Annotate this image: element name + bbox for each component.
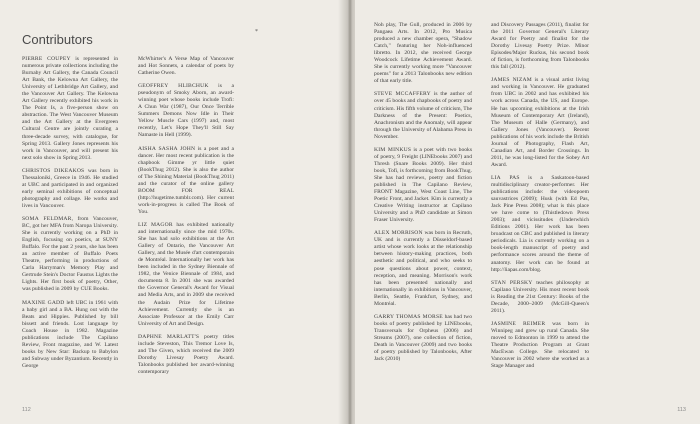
contributor-name: LIA PAS — [491, 174, 520, 181]
left-page-column-1 — [22, 56, 118, 376]
contributor-entry — [374, 22, 472, 85]
contributor-entry — [374, 314, 472, 363]
right-page-column-1 — [374, 22, 472, 369]
contributor-name: ALEX MORRISON — [374, 230, 423, 237]
contributor-bio: teaches philosophy at Capilano University. His most recent book is Reading the 21st Century: Books of the Decade, 2000–2009 (McGill-Queen's 2011). — [491, 279, 589, 314]
page-title: Contributors — [22, 32, 93, 47]
contributor-entry — [491, 280, 589, 315]
contributor-entry — [491, 175, 589, 274]
contributor-bio: was born in Thessaloniki, Greece in 1946. He studied at UBC and participated in and organized early seminal exhibitions of conceptual photography and collage. He works and lives in Vancouver. — [22, 167, 118, 209]
contributor-entry — [138, 222, 234, 328]
contributor-name: MAXINE GADD — [22, 299, 65, 306]
right-page — [355, 0, 700, 424]
contributor-entry — [491, 77, 589, 169]
contributor-entry — [22, 56, 118, 162]
contributor-name: PIERRE COUPEY — [22, 56, 71, 62]
contributor-bio: is a poet with two books of poetry, 9 Freight (LINEbooks 2007) and Thresh (Snare Books 2009). Her third book, Tofi, is forthcoming from BookThug. She has had reviews, poetry and fiction published in The Capilano Review, FRONT Magazine, West Coast Line, The Poetic Front, and Jacket. Kim is currently a Creative Writing instructor at Capilano University and a PhD candidate at Simon Fraser University. — [374, 146, 473, 224]
left-page-column-2 — [138, 56, 234, 382]
contributor-name: LIZ MAGOR — [138, 221, 173, 228]
contributor-bio: Noh play, The Gull, produced in 2006 by Pangaea Arts. In 2012, Pro Musica produced a new chamber opera, "Shadow Catch," featuring her Noh-influenced libretto. In 2012, she received George Woodcock Lifetime Achievement Award. She is currently working more "Vancouver poems" for a 2013 Talonbooks new edition of that early title. — [374, 22, 472, 85]
contributor-bio: is a visual artist living and working in Vancouver. He graduated from UBC in 2002 and has exhibited his work across Canada, the US, and Europe. He has upcoming exhibitions at the Irish Museum of Contemporary Art (Ireland), The Museum of Halle (Germany), and Gallery Jones (Vancouver). Recent publications of his work include the British Journal of Photography, Flash Art, Canadian Art, and Border Crossings. In 2011, he was long-listed for the Sobey Art Award. — [491, 77, 589, 168]
contributor-entry — [374, 91, 472, 140]
contributor-name: STAN PERSKY — [491, 279, 533, 286]
left-page — [0, 0, 345, 424]
contributor-entry — [138, 83, 234, 139]
contributor-bio: McWhirter's A Verse Map of Vancouver and Hot Sonnets, a calendar of poets by Catherine Owen. — [138, 56, 234, 77]
contributor-name: GEOFFREY HLIBCHUK — [138, 83, 209, 90]
contributor-entry — [491, 321, 589, 370]
contributor-entry — [138, 334, 234, 376]
page-number-left: 112 — [22, 407, 31, 413]
contributor-entry — [374, 230, 472, 308]
contributor-name: JAMES NIZAM — [491, 77, 532, 84]
contributor-name: DAPHNE MARLATT'S — [138, 333, 200, 340]
contributor-bio: is represented in numerous private collections including the Burnaby Art Gallery, the Canada Council Art Bank, the Kelowna Art Gallery, the University of Lethbridge Art Gallery, and the Vancouver Art Gallery. The Kelowna Art Gallery recently exhibited his work in The Point Is, a five-person show on abstraction. The West Vancouver Museum and the Art Gallery at the Evergreen Cultural Centre are jointly curating a three-decade survey, with catalogue, for Spring 2013. Gallery Jones represents his work in Vancouver, and will present his next solo show in Spring 2013. — [22, 56, 118, 161]
contributor-bio: was born in Winnipeg and grew up rural Canada. She moved to Edmonton in 1999 to attend the Theatre Production Program at Grant MacEwan College. She relocated to Vancouver in 2002 where she worked as a Stage Manager and — [491, 320, 590, 370]
contributor-name: SOMA FELDMAR — [22, 215, 72, 222]
contributor-entry — [491, 22, 589, 71]
contributor-entry — [22, 216, 118, 294]
right-page-column-2 — [491, 22, 589, 376]
contributor-bio: is the author of over 45 books and chapbooks of poetry and criticism. His fifth volume of criticism, The Darkness of the Present: Poetics, Anachronism and the Anomaly, will appear through the University of Alabama Press in November. — [374, 91, 472, 140]
contributor-name: KIM MINKUS — [374, 146, 412, 153]
contributor-entry — [138, 56, 234, 77]
contributor-bio: left UBC in 1961 with a baby girl and a BA. Hung out with the Beats and Hippies. Published by bill bissett and friends. Lost language by Coach House in 1982. Magazine publications include The Capilano Review, Front magazine, and W. Latest books by New Star: Backup to Babylon and Subway under Byzantium. Recently in George — [22, 299, 119, 369]
contributor-bio: is a Saskatoon-based multidisciplinary creator-performer. Her publications include: the videopoem sauvastrices (2009); Husk (with Ed Pas, Jack Pine Press 2008); what is this place we have come to (Thistledown Press 2003); and vicissitudes (Underwhich Editions 2001). Her work has been broadcast on CBC and published in literary periodicals. Lia is currently working on a book-length manuscript of poetry and performance scores around the theme of anatomy. Her work can be found at http://liapas.com/blog. — [491, 174, 589, 273]
contributor-bio: , from Vancouver, BC, got her MFA from Naropa University. She is currently working on a PhD in English, focusing on poetics, at SUNY Buffalo. For the past 2 years, she has been an active member of Buffalo Poets Theatre, performing in productions of Carla Harryman's Memory Play and Gertrude Stein's Doctor Faustus Lights the Lights. Her first book of poetry, Other, was published in 2009 by CUE Books. — [22, 215, 119, 293]
contributor-bio: is a pseudonym of Smoky Aborn, an award-winning poet whose books include Trofi: A Chun War (1987), Our Once Terrible Summers Demons Now Idle in Their Yellow Muscle Cars (1997) and, most recently, Let's Hope They'll Still Say Namaste in Hell (1999). — [138, 83, 234, 139]
contributor-name: CHRISTOS DIKEAKOS — [22, 167, 85, 174]
contributor-entry — [22, 300, 118, 370]
contributor-name: GARRY THOMAS MORSE — [374, 313, 443, 320]
contributor-bio: has exhibited nationally and internationally since the mid 1970s. She has had solo exhibitions at the Art Gallery of Ontario, the Vancouver Art Gallery, and the Musée d'art contemporain de Montréal. Internationally her work has been included in the Sydney Biennale of 1982, the Venice Biennale of 1984, and documenta 8. In 2001 she was awarded the Governor General's Award for Visual and Media Arts, and in 2009 she received the Audain Prize for Lifetime Achievement. Currently she is an Associate Professor at the Emily Carr University of Art and Design. — [138, 221, 234, 327]
page-mark: * — [255, 29, 258, 35]
contributor-entry — [138, 146, 234, 216]
contributor-bio: and Discovery Passages (2011), finalist for the 2011 Governor General's Literary Award for Poetry and finalist for the Dorothy Livesay Poetry Prize. Minor Episodes/Major Ruckus, his second book of fiction, is forthcoming from Talonbooks this fall (2012). — [491, 22, 589, 71]
contributor-bio: is a poet and a dancer. Her most recent publication is the chapbook Gimme yr little quiet (BookThug 2012). She is also the author of The Shining Material (BookThug 2011) and the curator of the online gallery BOOM FOR REAL (http://hugetime.tumblr.com). Her current work-in-progress is called The Book of You. — [138, 145, 234, 215]
contributor-name: JASMINE REIMER — [491, 320, 546, 327]
contributor-name: STEVE MCCAFFERY — [374, 91, 431, 98]
contributor-entry — [374, 147, 472, 225]
page-number-right: 113 — [677, 407, 686, 413]
contributor-name: AISHA SASHA JOHN — [138, 145, 196, 152]
contributor-entry — [22, 168, 118, 210]
contributor-bio: has had two books of poetry published by LINEbooks, Transversals for Orpheus (2006) and Streams (2007), one collection of fiction, Death in Vancouver (2009) and two books of poetry published by Talonbooks, After Jack (2010) — [374, 313, 472, 363]
contributor-bio: poetry titles include Steveston, This Tremor Love Is, and The Given, which received the 2009 Dorothy Livesay Poetry Award. Talonbooks published her award-winning contemporary — [138, 333, 234, 375]
contributor-bio: was born in Recruth, UK and is currently a Düsseldorf-based artist whose work looks at the relationship between history-making practices, both aesthetic and political, and who seeks to pose questions about power, context, reception, and meaning. Morrison's work has been presented nationally and internationally in exhibitions in Vancouver, Berlin, Seattle, Frankfurt, Sydney, and Montréal. — [374, 230, 472, 307]
